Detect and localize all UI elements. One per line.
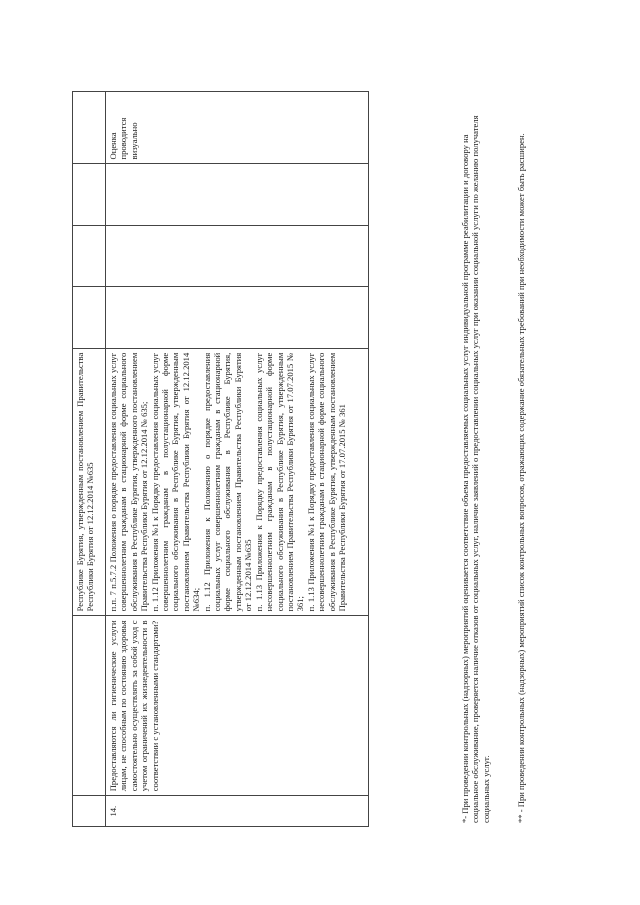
reference-item: п. 1.13 Приложения №1 к Порядку предоставления социальных услуг несовершеннолетним гражданам в стационарной форме социального обслуживания в Республике Бурятия, утвержденным постановлением Правительства Республики Бурятия от 17.07.2015 № 361 — [305, 352, 347, 612]
reference-item: п. 1.12 Приложения №1 к Порядку предоставления социальных услуг совершеннолетним гражданам в полустационарной форме социального обслуживания в Республике Бурятия, утвержденным постановлением Правительства Республики Бурятия от 12.12.2014 №634; — [149, 352, 202, 612]
reference-item: п. 1.13 Приложения к Порядку предоставления социальных услуг несовершеннолетним гражданам в полустационарной форме социального обслуживания в Республике Бурятия, утвержденным постановлением Правительства Республики Бурятия от 17.07.2015 № 361; — [253, 352, 306, 612]
table-row-14 — [106, 92, 369, 827]
table-row-previous — [73, 92, 106, 827]
cell-number-empty — [73, 796, 106, 827]
cell-note-empty — [73, 92, 106, 164]
row-number: 14. — [106, 796, 369, 827]
cell-yes — [106, 287, 369, 348]
cell-not-applicable — [73, 164, 106, 225]
footnote-two: ** - При проведении контрольных (надзорных) мероприятий список контрольных вопросов, отражающих содержание обязательных требований при необходимости может быть расширен. — [516, 133, 526, 823]
cell-no — [106, 225, 369, 286]
reference-item: п.п. 7 п.5.7.2 Положения о порядке предоставления социальных услуг совершеннолетним гражданам в стационарной форме социального обслуживания в Республике Бурятия, утвержденного постановлением Правительства Республики Бурятия от 12.12.2014 № 635; — [108, 352, 150, 612]
footnote-one: *- При проведении контрольных (надзорных) мероприятий оценивается соответствие объема предоставляемых социальных услуг индивидуальной программе реабилитации и договору на социальное обслуживание, проверяется наличие отказов от социальных услуг, наличие заявлений о предоставлении социальных услуг при оказании социальной услуги по желанию получателя социальных услуг. — [460, 115, 491, 823]
cell-reference: Республике Бурятия, утвержденным постановлением Правительства Республики Бурятия от 12.12.2014 №635 — [73, 348, 106, 616]
reference-item: п. 1.12 Приложения к Положению о порядке предоставления социальных услуг совершеннолетним гражданам в стационарной форме социального обслуживания в Республике Бурятия, утвержденным постановлением Правительства Республики Бурятия от 12.12.2014 №635 — [201, 352, 254, 612]
assessment-note: Оценка проводится визуально — [106, 92, 369, 164]
cell-question-empty — [73, 616, 106, 796]
question-text: Предоставляются ли гигиенические услуги лицам, не способным по состоянию здоровья самостоятельно осуществлять за собой уход с учетом ограничений их жизнедеятельности в соответствии с установленными стандартами? — [106, 616, 369, 796]
cell-not-applicable — [106, 164, 369, 225]
legal-references — [106, 348, 369, 616]
cell-no — [73, 225, 106, 286]
checklist-table — [72, 91, 369, 827]
cell-yes — [73, 287, 106, 348]
